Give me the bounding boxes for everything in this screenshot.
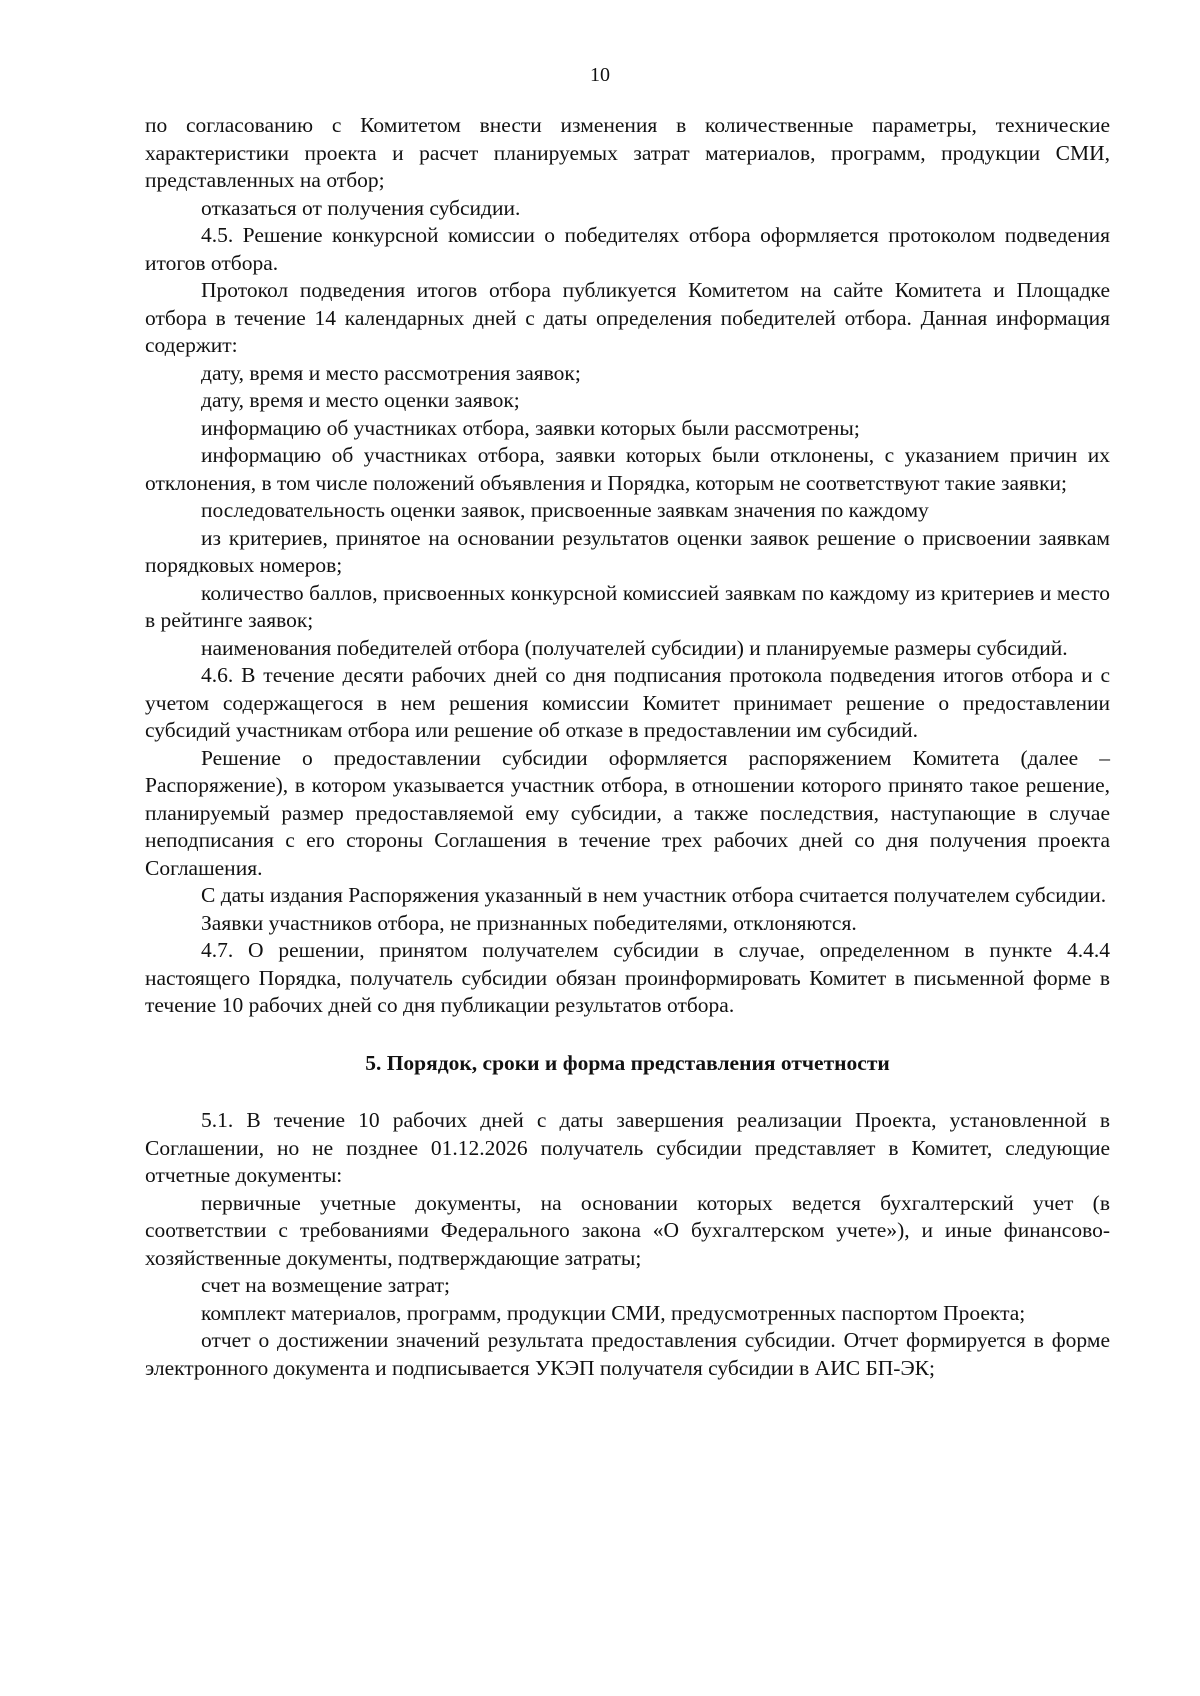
- paragraph: дату, время и место оценки заявок;: [201, 388, 520, 412]
- page-number: 10: [590, 64, 610, 86]
- paragraph: 4.6. В течение десяти рабочих дней со дня подписания протокола подведения итогов отбора и с учетом содержащегося в нем решения комиссии Комитет принимает решение о предоставлении субсидий участникам отбора или решение об отказе в предоставлении им субсидий.: [145, 663, 1110, 742]
- paragraph: информацию об участниках отбора, заявки которых были отклонены, с указанием причин их отклонения, в том числе положений объявления и Порядка, которым не соответствуют такие заявки;: [145, 443, 1110, 495]
- paragraph: информацию об участниках отбора, заявки которых были рассмотрены;: [201, 415, 860, 440]
- paragraph: отчет о достижении значений результата предоставления субсидии. Отчет формируется в форме электронного документа и подписывается УКЭП получателя субсидии в АИС БП-ЭК;: [145, 1328, 1110, 1380]
- paragraph: последовательность оценки заявок, присвоенные заявкам значения по каждому: [201, 498, 929, 522]
- paragraph: комплект материалов, программ, продукции СМИ, предусмотренных паспортом Проекта;: [201, 1300, 1026, 1325]
- paragraph: Решение о предоставлении субсидии оформляется распоряжением Комитета (далее – Распоряжение), в котором указывается участник отбора, в отношении которого принято такое решение, планируемый размер предоставляемой ему субсидии, а также последствия, наступающие в случае неподписания с его стороны Соглашения в течение трех рабочих дней со дня получения проекта Соглашения.: [145, 745, 1110, 880]
- paragraph: С даты издания Распоряжения указанный в нем участник отбора считается получателем субсидии.: [201, 883, 1107, 907]
- paragraph: количество баллов, присвоенных конкурсной комиссией заявкам по каждому из критериев и место в рейтинге заявок;: [145, 580, 1110, 632]
- paragraph: 5.1. В течение 10 рабочих дней с даты завершения реализации Проекта, установленной в Соглашении, но не позднее 01.12.2026 получатель субсидии представляет в Комитет, следующие отчетные документы:: [145, 1108, 1110, 1187]
- paragraph: Заявки участников отбора, не признанных победителями, отклоняются.: [201, 910, 857, 935]
- paragraph: счет на возмещение затрат;: [201, 1273, 451, 1297]
- paragraph: по согласованию с Комитетом внести изменения в количественные параметры, технические характеристики проекта и расчет планируемых затрат материалов, программ, продукции СМИ, представленных на отбор;: [145, 113, 1110, 192]
- paragraphs-before-heading: [145, 112, 1110, 1020]
- paragraph: Протокол подведения итогов отбора публикуется Комитетом на сайте Комитета и Площадке отбора в течение 14 календарных дней с даты определения победителей отбора. Данная информация содержит:: [145, 278, 1110, 357]
- paragraph: наименования победителей отбора (получателей субсидии) и планируемые размеры субсидий.: [201, 635, 1068, 660]
- paragraph: 4.7. О решении, принятом получателем субсидии в случае, определенном в пункте 4.4.4 настоящего Порядка, получатель субсидии обязан проинформировать Комитет в письменной форме в течение 10 рабочих дней со дня публикации результатов отбора.: [145, 938, 1110, 1017]
- paragraph: первичные учетные документы, на основании которых ведется бухгалтерский учет (в соответствии с требованиями Федерального закона «О бухгалтерском учете»), и иные финансово-хозяйственные документы, подтверждающие затраты;: [145, 1190, 1110, 1270]
- paragraph: отказаться от получения субсидии.: [201, 195, 521, 220]
- paragraph: из критериев, принятое на основании результатов оценки заявок решение о присвоении заявкам порядковых номеров;: [145, 525, 1110, 577]
- paragraph: дату, время и место рассмотрения заявок;: [201, 360, 581, 385]
- paragraphs-after-heading: [145, 1107, 1110, 1382]
- document-body: [145, 112, 1110, 1382]
- section-heading: 5. Порядок, сроки и форма представления отчетности: [365, 1050, 890, 1075]
- paragraph: 4.5. Решение конкурсной комиссии о победителях отбора оформляется протоколом подведения итогов отбора.: [145, 223, 1110, 275]
